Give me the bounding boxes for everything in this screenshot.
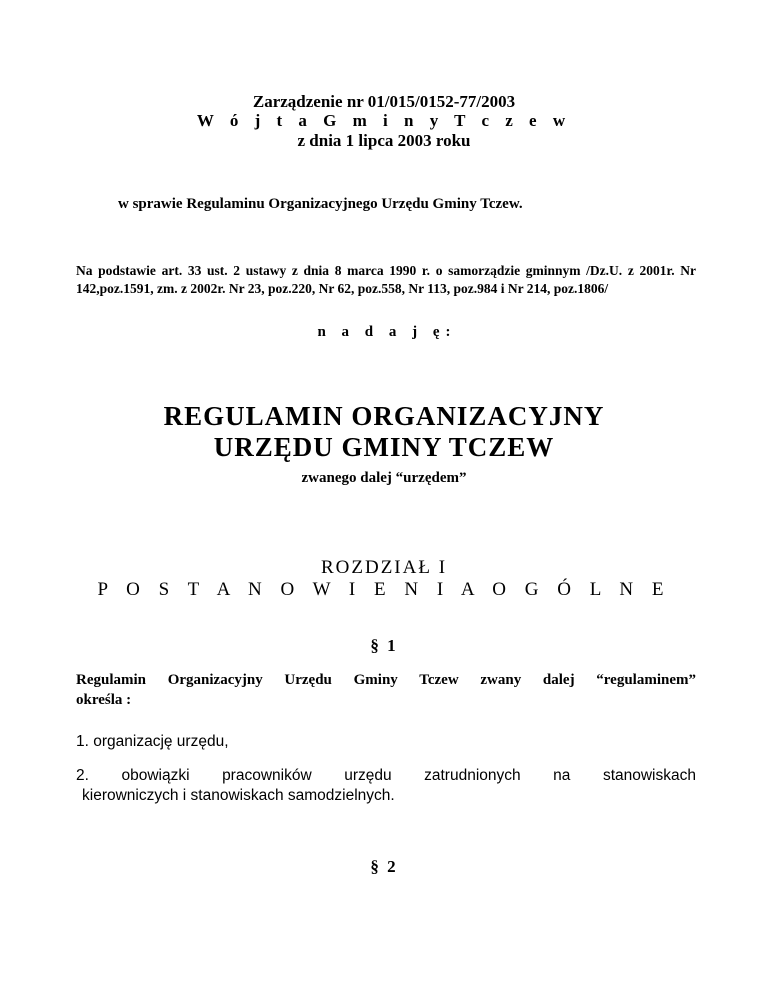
section1-intro-line1: Regulamin Organizacyjny Urzędu Gminy Tczew zwany dalej “regulaminem” [76,672,696,688]
legal-basis-paragraph: Na podstawie art. 33 ust. 2 ustawy z dnia 8 marca 1990 r. o samorządzie gminnym /Dz.U. z 2001r. Nr 142,poz.1591, zm. z 2002r. Nr 23, poz.220, Nr 62, poz.558, Nr 113, poz.984 i Nr 214, poz.1806/ [76,263,696,296]
list-item-2-line1: 2. obowiązki pracowników urzędu zatrudnionych na stanowiskach [76,767,696,784]
document-title-note: zwanego dalej “urzędem” [301,470,467,486]
ordinance-issuer: W ó j t a G m i n y T c z e w [196,111,572,130]
list-item-2-line2: kierowniczych i stanowiskach samodzielnych. [82,787,395,804]
chapter-number: ROZDZIAŁ I [320,557,448,578]
document-title-line1: REGULAMIN ORGANIZACYJNY [163,401,605,431]
chapter-name: P O S T A N O W I E N I A O G Ó L N E [97,579,671,600]
enacts-heading: n a d a j ę: [317,324,457,340]
ordinance-number: Zarządzenie nr 01/015/0152-77/2003 [252,92,516,111]
document-title-line2: URZĘDU GMINY TCZEW [213,432,555,462]
section-mark-1: § 1 [370,636,398,655]
section1-intro-line2: określa : [76,692,132,708]
list-item-1: 1. organizację urzędu, [76,733,229,750]
ordinance-subject: w sprawie Regulaminu Organizacyjnego Urzędu Gminy Tczew. [118,196,523,212]
list-item-2 [76,766,696,806]
section-mark-2: § 2 [370,857,398,876]
section1-intro [76,670,696,710]
ordinance-date: z dnia 1 lipca 2003 roku [297,131,471,150]
